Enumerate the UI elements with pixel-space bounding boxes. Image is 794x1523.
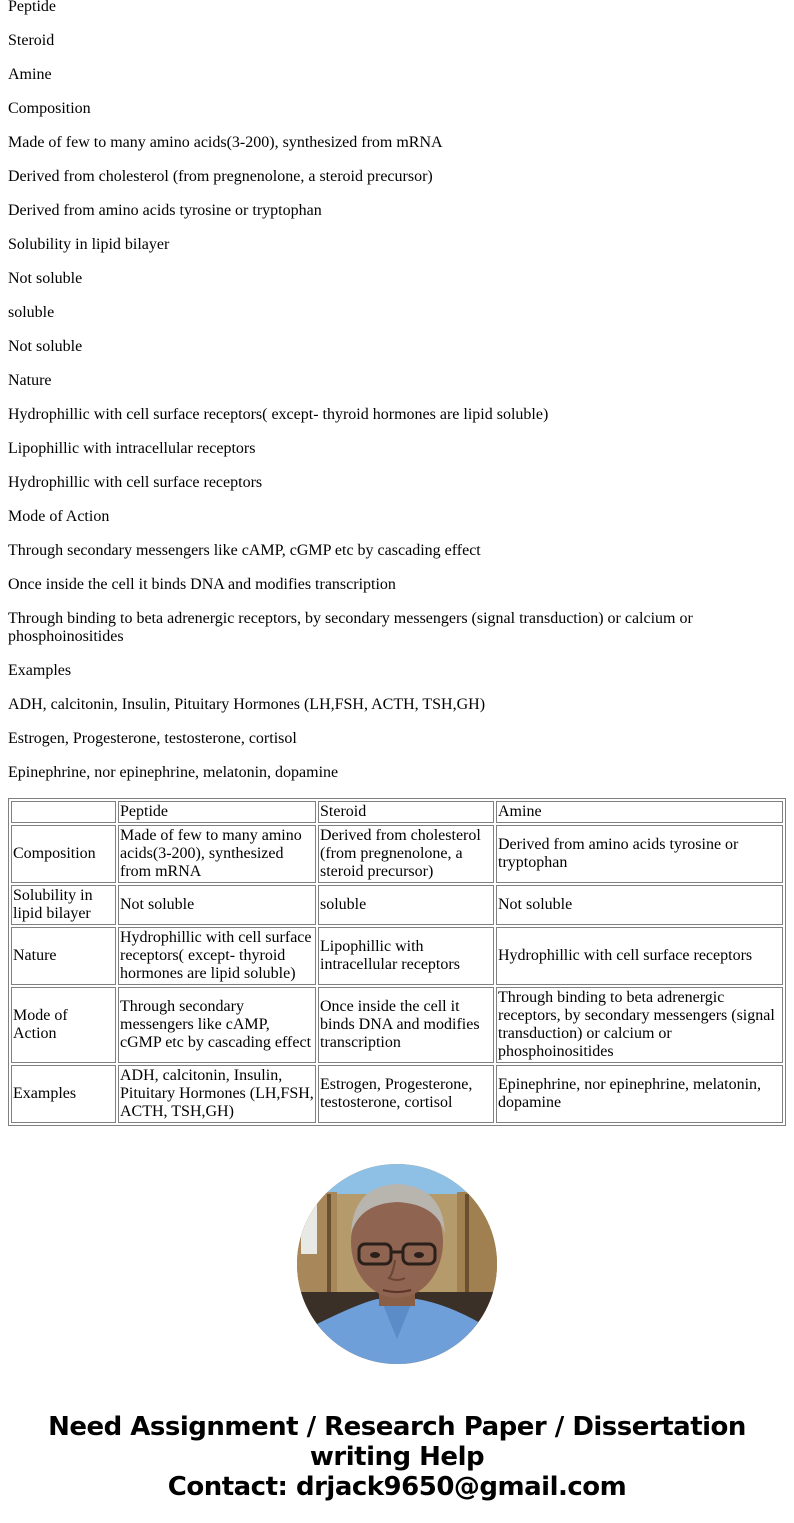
row-label: Nature <box>11 927 116 985</box>
table-cell: Derived from amino acids tyrosine or tryptophan <box>496 825 783 883</box>
paragraph: Solubility in lipid bilayer <box>8 236 170 253</box>
paragraph: Hydrophillic with cell surface receptors <box>8 474 263 491</box>
table-header-amine: Amine <box>496 801 783 823</box>
paragraph: Derived from amino acids tyrosine or tryptophan <box>8 202 322 219</box>
table-cell: soluble <box>318 885 494 925</box>
paragraph: ADH, calcitonin, Insulin, Pituitary Hormones (LH,FSH, ACTH, TSH,GH) <box>8 696 486 713</box>
table-row <box>11 1065 783 1123</box>
table-row <box>11 927 783 985</box>
hormone-comparison-table <box>8 798 786 1126</box>
contact-banner <box>0 1412 794 1502</box>
table-row <box>11 825 783 883</box>
table-cell: Once inside the cell it binds DNA and modifies transcription <box>318 987 494 1063</box>
table-cell: Not soluble <box>496 885 783 925</box>
table-cell: Hydrophillic with cell surface receptors <box>496 927 783 985</box>
paragraph: Epinephrine, nor epinephrine, melatonin, dopamine <box>8 764 339 781</box>
row-label: Examples <box>11 1065 116 1123</box>
table-cell: Hydrophillic with cell surface receptors( except- thyroid hormones are lipid soluble) <box>118 927 316 985</box>
table-cell: Not soluble <box>118 885 316 925</box>
row-label: Mode of Action <box>11 987 116 1063</box>
avatar-container <box>0 1164 794 1364</box>
row-label: Solubility in lipid bilayer <box>11 885 116 925</box>
table-header-steroid: Steroid <box>318 801 494 823</box>
table-header-peptide: Peptide <box>118 801 316 823</box>
paragraph: Hydrophillic with cell surface receptors( except- thyroid hormones are lipid soluble) <box>8 406 549 423</box>
paragraph: Composition <box>8 100 91 117</box>
table-cell: Made of few to many amino acids(3-200), synthesized from mRNA <box>118 825 316 883</box>
paragraph: Mode of Action <box>8 508 110 525</box>
paragraph: Not soluble <box>8 338 83 355</box>
paragraph: Once inside the cell it binds DNA and modifies transcription <box>8 576 396 593</box>
avatar <box>297 1164 497 1364</box>
paragraph: Estrogen, Progesterone, testosterone, cortisol <box>8 730 297 747</box>
paragraph: Derived from cholesterol (from pregnenolone, a steroid precursor) <box>8 168 433 185</box>
paragraph: Made of few to many amino acids(3-200), synthesized from mRNA <box>8 134 443 151</box>
table-cell: Lipophillic with intracellular receptors <box>318 927 494 985</box>
table-row <box>11 885 783 925</box>
paragraph: Examples <box>8 662 72 679</box>
paragraph: soluble <box>8 304 55 321</box>
paragraph: Through secondary messengers like cAMP, cGMP etc by cascading effect <box>8 542 481 559</box>
portrait-image-icon <box>297 1164 497 1364</box>
table-cell: Through secondary messengers like cAMP, cGMP etc by cascading effect <box>118 987 316 1063</box>
table-cell: Estrogen, Progesterone, testosterone, cortisol <box>318 1065 494 1123</box>
paragraph: Peptide <box>8 0 56 15</box>
table-cell: Derived from cholesterol (from pregnenolone, a steroid precursor) <box>318 825 494 883</box>
table-cell: ADH, calcitonin, Insulin, Pituitary Hormones (LH,FSH, ACTH, TSH,GH) <box>118 1065 316 1123</box>
table-cell <box>11 801 116 823</box>
paragraph: Amine <box>8 66 52 83</box>
table-cell: Through binding to beta adrenergic receptors, by secondary messengers (signal transduction) or calcium or phosphoinositides <box>496 987 783 1063</box>
paragraph: Not soluble <box>8 270 83 287</box>
paragraph: Lipophillic with intracellular receptors <box>8 440 256 457</box>
table-header-row <box>11 801 783 823</box>
paragraph: Through binding to beta adrenergic receptors, by secondary messengers (signal transduction) or calcium or phosphoinositides <box>8 610 693 645</box>
table-cell: Epinephrine, nor epinephrine, melatonin, dopamine <box>496 1065 783 1123</box>
paragraph: Steroid <box>8 32 55 49</box>
contact-email: Contact: drjack9650@gmail.com <box>167 1472 627 1502</box>
promo-text: Need Assignment / Research Paper / Dissertation writing Help <box>48 1412 746 1472</box>
row-label: Composition <box>11 825 116 883</box>
table-row <box>11 987 783 1063</box>
paragraph: Nature <box>8 372 52 389</box>
